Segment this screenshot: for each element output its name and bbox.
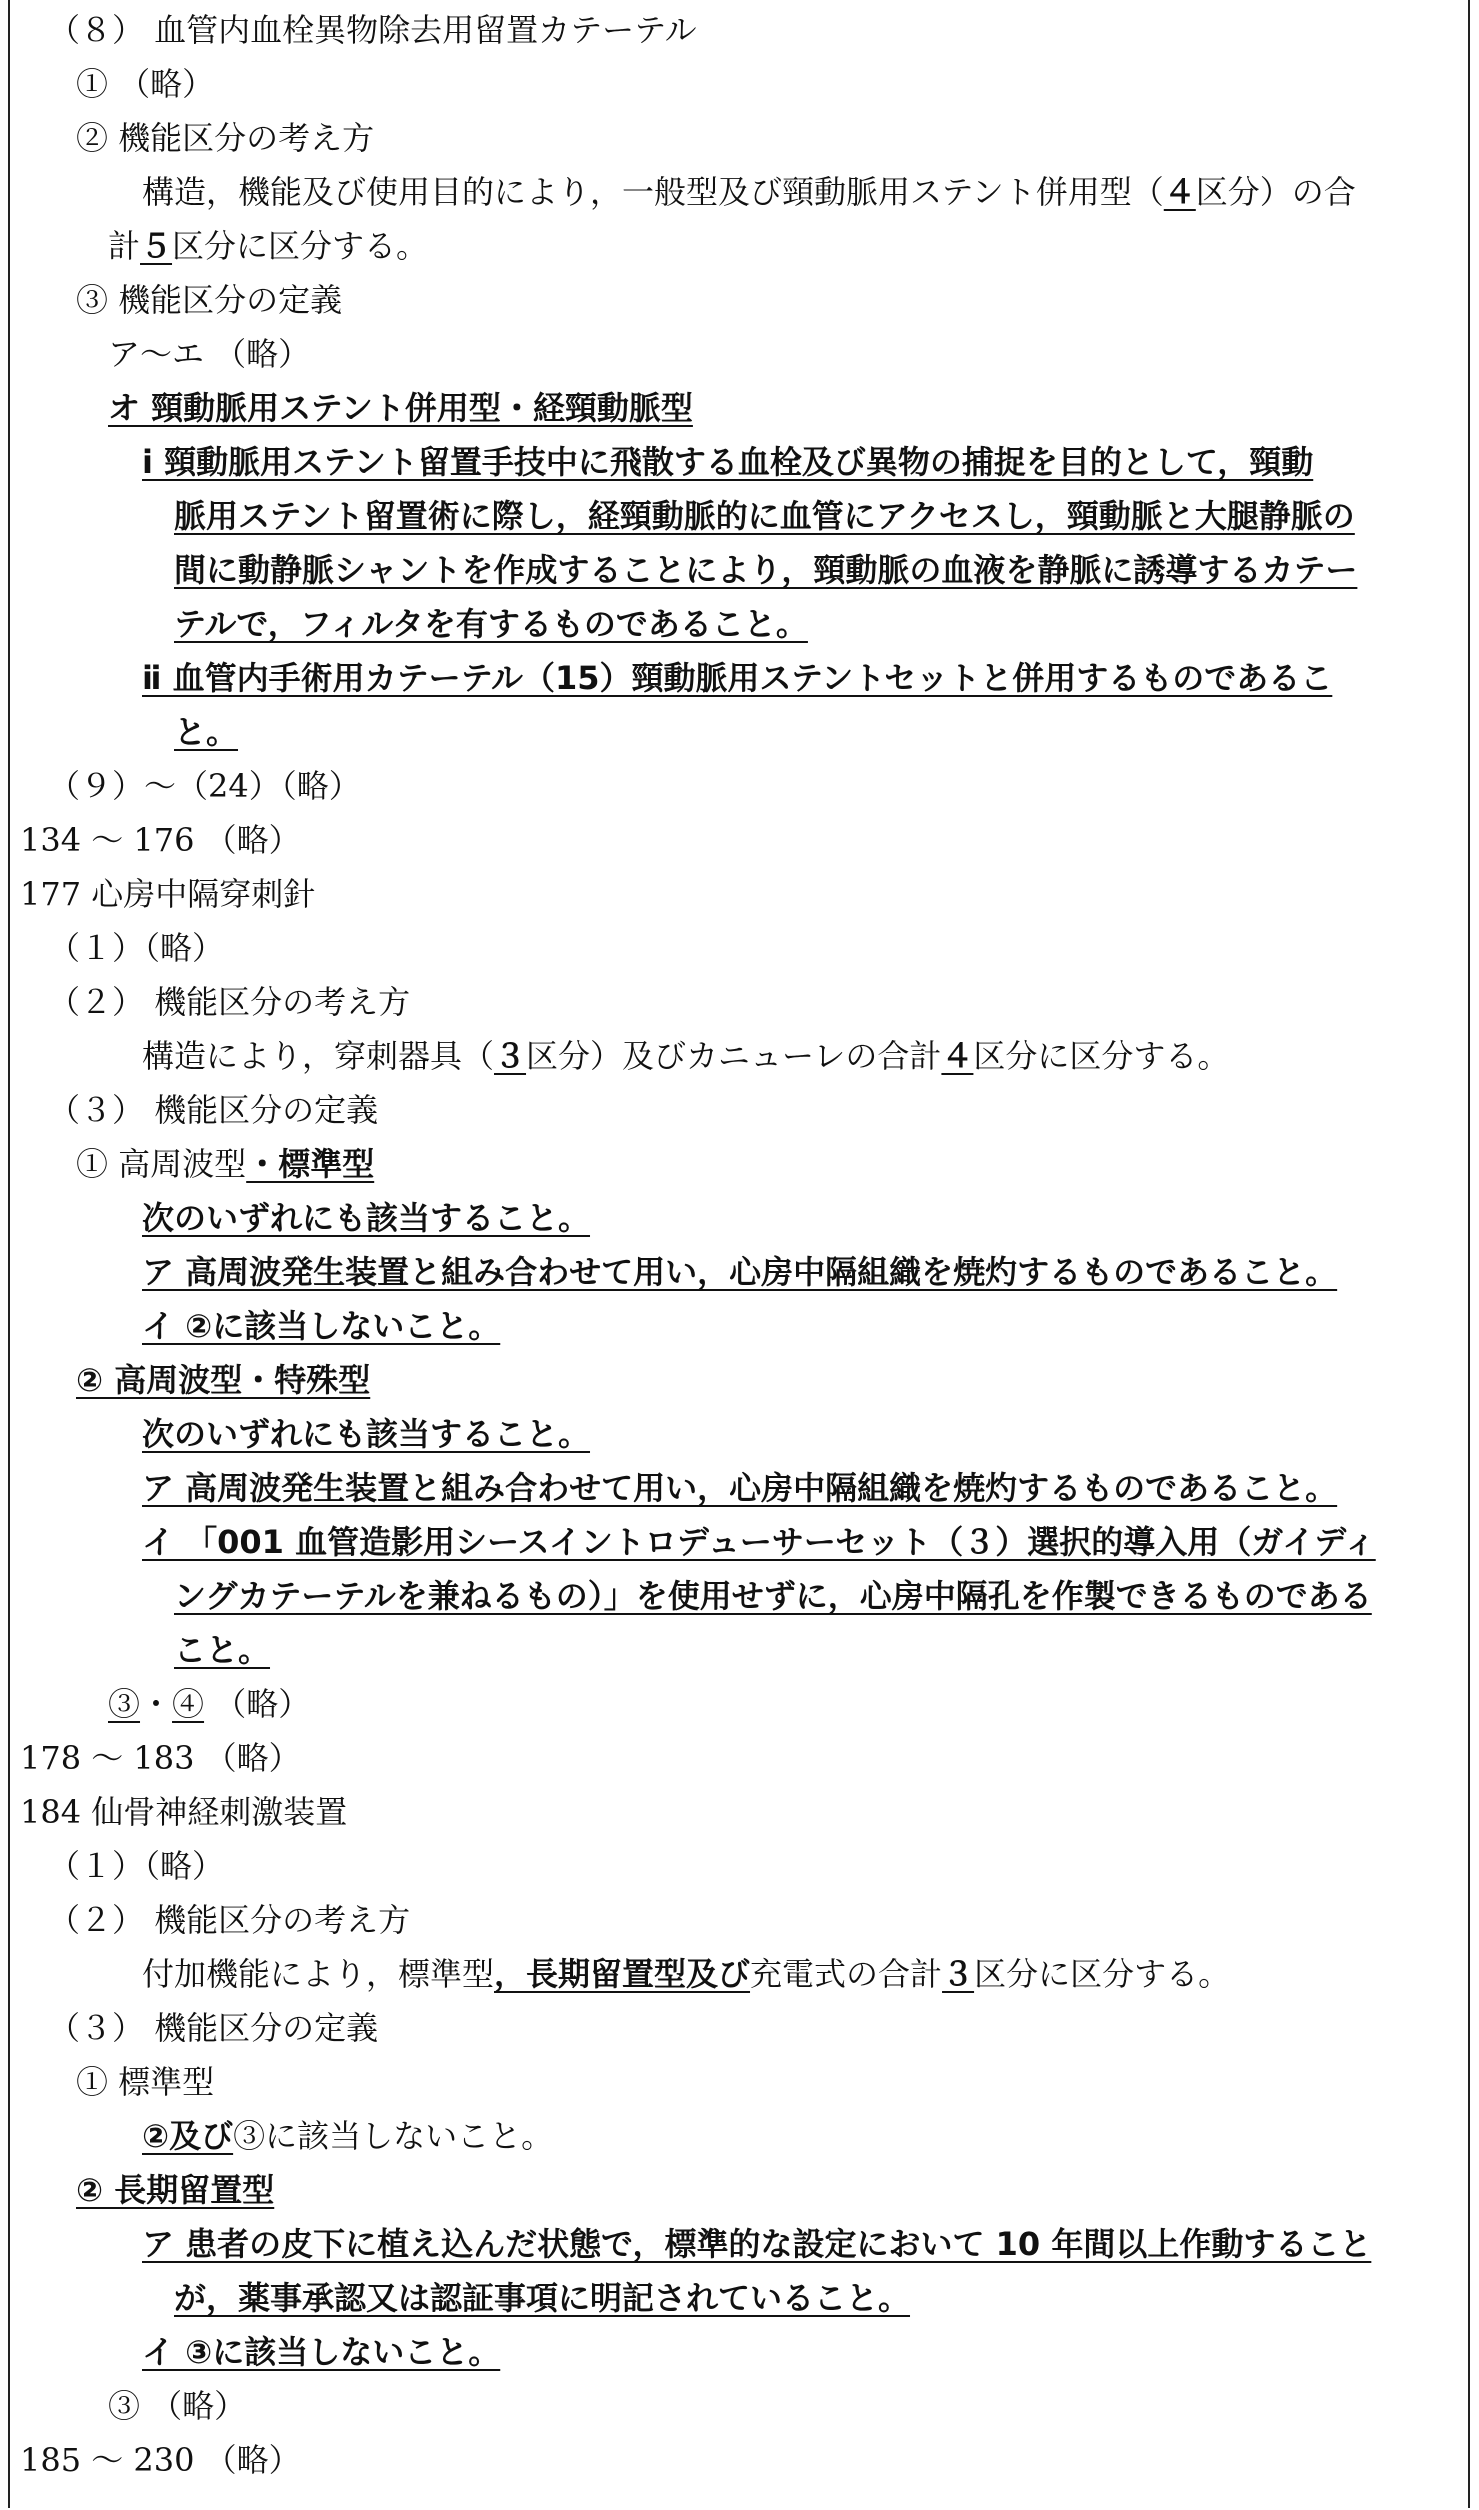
condition-i-line: イ ②に該当しないこと。 [142, 1307, 501, 1345]
section-3-heading: （３） 機能区分の定義 [48, 2009, 379, 2047]
section-1-omitted: （１）（略） [48, 929, 225, 967]
condition-a-line: ア 高周波発生装置と組み合わせて用い，心房中隔組織を焼灼するものであること。 [142, 1469, 1338, 1507]
condition-line: 次のいずれにも該当すること。 [142, 1415, 591, 1453]
section-8-heading: （８） 血管内血栓異物除去用留置カテーテル [48, 11, 697, 49]
definition-i-line: 脈用ステント留置術に際し，経頸動脈的に血管にアクセスし，頸動脈と大腿静脈の [174, 497, 1355, 535]
item-1-omitted: ① （略） [76, 65, 215, 103]
entries-omitted: 185 ～ 230 （略） [20, 2441, 301, 2479]
paragraph-line: 構造により，穿刺器具（３区分）及びカニューレの合計４区分に区分する。 [142, 1037, 1230, 1075]
section-2-heading: （２） 機能区分の考え方 [48, 1901, 411, 1939]
condition-i-line: こと。 [174, 1631, 271, 1669]
entry-177-heading: 177 心房中隔穿刺針 [20, 875, 316, 913]
items-omitted: ③・④ （略） [108, 1685, 311, 1723]
definition-i-line: ⅰ 頸動脈用ステント留置手技中に飛散する血栓及び異物の捕捉を目的として，頸動 [142, 443, 1314, 481]
item-2-heading: ② 高周波型・特殊型 [76, 1361, 371, 1399]
condition-a-line: ア 高周波発生装置と組み合わせて用い，心房中隔組織を焼灼するものであること。 [142, 1253, 1338, 1291]
condition-a-line: ア 患者の皮下に植え込んだ状態で，標準的な設定において 10 年間以上作動すること [142, 2225, 1372, 2263]
condition-line: 次のいずれにも該当すること。 [142, 1199, 591, 1237]
entries-omitted: 134 ～ 176 （略） [20, 821, 301, 859]
item-3-omitted: ③ （略） [108, 2387, 247, 2425]
item-1-heading: ① 標準型 [76, 2063, 215, 2101]
definition-i-line: 間に動静脈シャントを作成することにより，頸動脈の血液を静脈に誘導するカテー [174, 551, 1358, 589]
item-2-heading: ② 長期留置型 [76, 2171, 275, 2209]
entries-omitted: 178 ～ 183 （略） [20, 1739, 301, 1777]
condition-line: ②及び③に該当しないこと。 [142, 2117, 554, 2155]
subitem-o-heading: オ 頸動脈用ステント併用型・経頸動脈型 [108, 389, 693, 427]
definition-i-line: テルで，フィルタを有するものであること。 [174, 605, 808, 643]
paragraph-line: 構造，機能及び使用目的により，一般型及び頸動脈用ステント併用型（４区分）の合 [142, 173, 1356, 211]
condition-i-line: イ ③に該当しないこと。 [142, 2333, 501, 2371]
item-2-heading: ② 機能区分の考え方 [76, 119, 375, 157]
condition-i-line: ングカテーテルを兼ねるもの）」を使用せずに，心房中隔孔を作製できるものである [174, 1577, 1372, 1615]
definition-ii-line: と。 [174, 713, 239, 751]
condition-a-line: が，薬事承認又は認証事項に明記されていること。 [174, 2279, 911, 2317]
entry-184-heading: 184 仙骨神経刺激装置 [20, 1793, 348, 1831]
definition-ii-line: ⅱ 血管内手術用カテーテル（15）頸動脈用ステントセットと併用するものであるこ [142, 659, 1333, 697]
document-page [8, 0, 1470, 2508]
subitem-omitted: ア～エ （略） [108, 335, 311, 373]
section-2-heading: （２） 機能区分の考え方 [48, 983, 411, 1021]
item-3-heading: ③ 機能区分の定義 [76, 281, 343, 319]
section-1-omitted: （１）（略） [48, 1847, 225, 1885]
paragraph-line: 付加機能により，標準型，長期留置型及び充電式の合計３区分に区分する。 [142, 1955, 1231, 1993]
paragraph-line: 計５区分に区分する。 [108, 227, 429, 265]
sections-omitted: （９）～（24）（略） [48, 767, 361, 805]
condition-i-line: イ 「001 血管造影用シースイントロデューサーセット（３）選択的導入用（ガイディ [142, 1523, 1376, 1561]
item-1-heading: ① 高周波型・標準型 [76, 1145, 375, 1183]
section-3-heading: （３） 機能区分の定義 [48, 1091, 379, 1129]
